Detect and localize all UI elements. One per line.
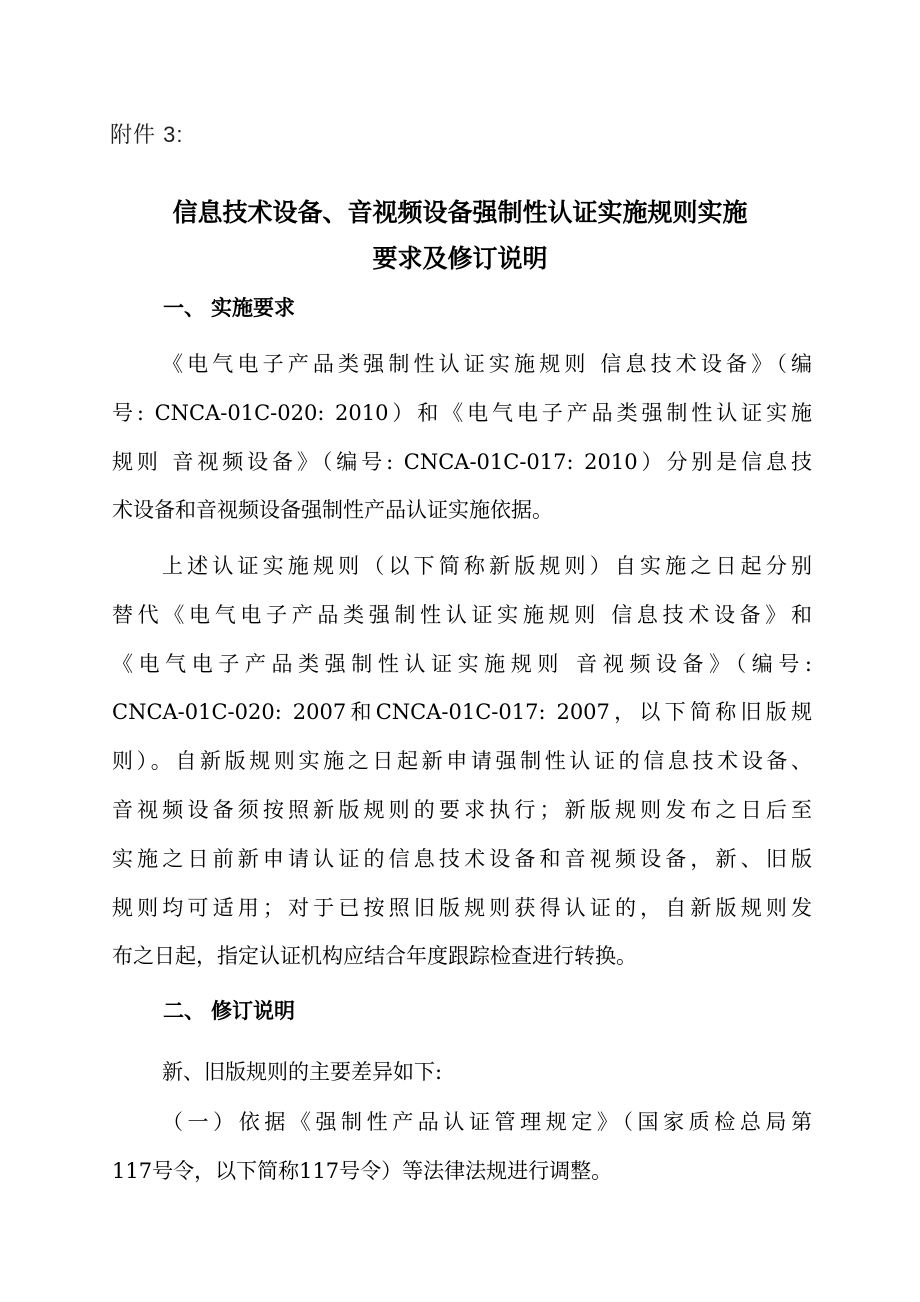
document-title: [110, 190, 810, 282]
title-line-1: 信息技术设备、音视频设备强制性认证实施规则实施: [172, 198, 748, 227]
paragraph-line: 规则均可适用；对于已按照旧版规则获得认证的，自新版规则发: [112, 895, 812, 920]
paragraph-line: 《电气电子产品类强制性认证实施规则 信息技术设备》（编: [162, 352, 812, 376]
paragraph-line: 上述认证实施规则（以下简称新版规则）自实施之日起分别: [162, 554, 812, 578]
paragraph-line: 117号令，以下简称117号令）等法律法规进行调整。: [112, 1158, 613, 1183]
paragraph-line: 实施之日前新申请认证的信息技术设备和音视频设备，新、旧版: [112, 846, 812, 871]
paragraph-line: 新、旧版规则的主要差异如下:: [162, 1060, 443, 1084]
section-title: 修订说明: [211, 999, 295, 1023]
section-heading-1: [163, 292, 295, 322]
paragraph-line: （一）依据《强制性产品认证管理规定》（国家质检总局第: [162, 1110, 812, 1134]
paragraph-line: 《电气电子产品类强制性认证实施规则 音视频设备》（编号:: [112, 651, 812, 676]
section-heading-2: [163, 995, 295, 1025]
paragraph-1: [112, 340, 812, 535]
paragraph-line: 替代《电气电子产品类强制性认证实施规则 信息技术设备》和: [112, 602, 812, 627]
paragraph-2: [112, 542, 812, 981]
paragraph-3: [112, 1048, 812, 1097]
title-line-2: 要求及修订说明: [372, 244, 548, 273]
attachment-label: 附件 3:: [110, 122, 184, 147]
section-title: 实施要求: [211, 296, 295, 320]
paragraph-line: 则）。自新版规则实施之日起新申请强制性认证的信息技术设备、: [112, 749, 812, 774]
paragraph-line: CNCA-01C-020: 2007和CNCA-01C-017: 2007，以下简称旧版规: [112, 700, 812, 725]
section-number: 一、: [163, 296, 205, 320]
paragraph-line: 布之日起，指定认证机构应结合年度跟踪检查进行转换。: [112, 944, 637, 969]
paragraph-line: 术设备和音视频设备强制性产品认证实施依据。: [112, 498, 553, 523]
paragraph-4: [112, 1098, 812, 1196]
paragraph-line: 规则 音视频设备》（编号: CNCA-01C-017: 2010）分别是信息技: [112, 449, 812, 474]
paragraph-line: 号: CNCA-01C-020: 2010）和《电气电子产品类强制性认证实施: [112, 400, 812, 425]
section-number: 二、: [163, 999, 205, 1023]
paragraph-line: 音视频设备须按照新版规则的要求执行；新版规则发布之日后至: [112, 797, 812, 822]
